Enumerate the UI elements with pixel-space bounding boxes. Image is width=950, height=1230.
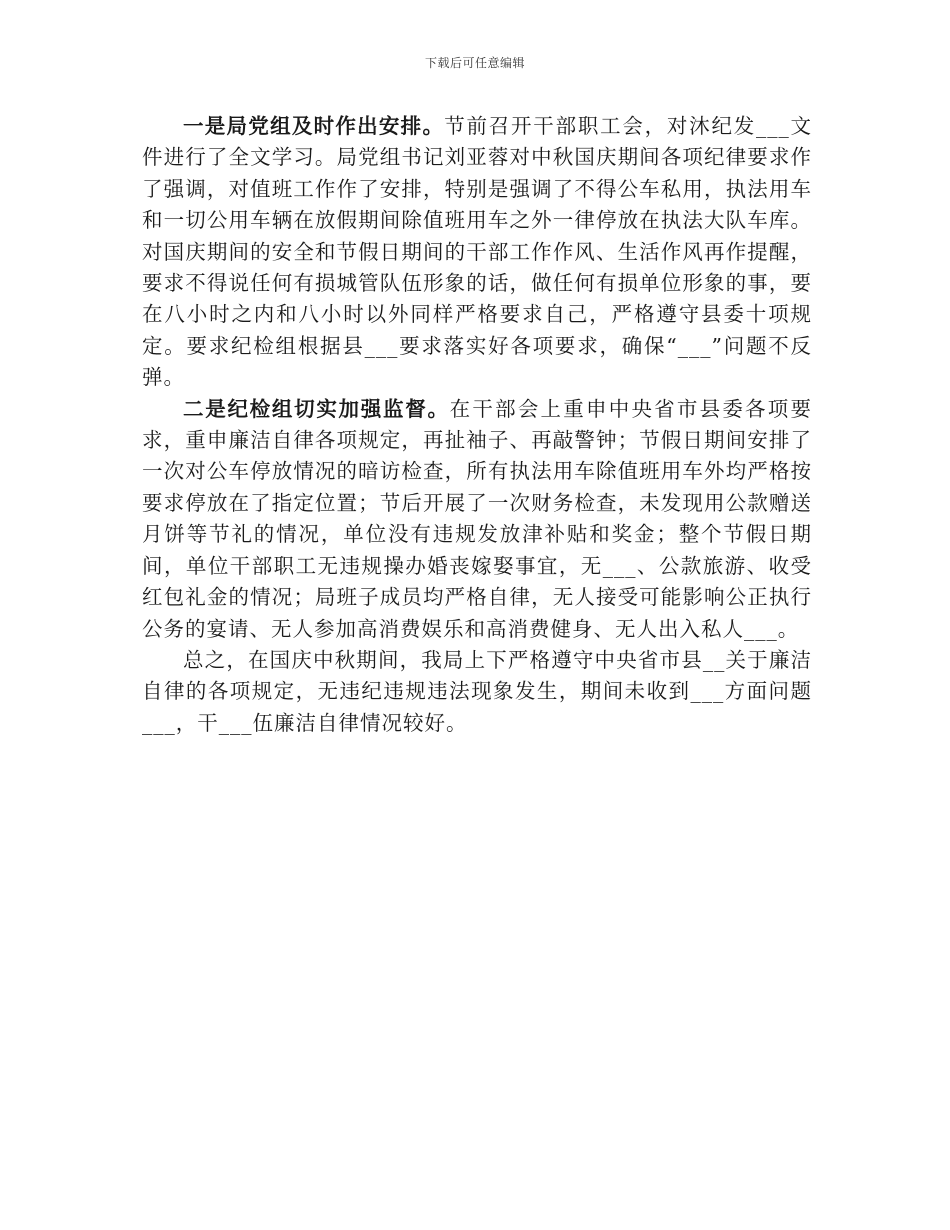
paragraph-2-body: 在干部会上重申中央省市县委各项要求，重申廉洁自律各项规定，再扯袖子、再敲警钟；节假日期间安排了一次对公车停放情况的暗访检查，所有执法用车除值班用车外均严格按要求停放在了指定位置；节后开展了一次财务检查，未发现用公款赠送月饼等节礼的情况，单位没有违规发放津补贴和奖金；整个节假日期间，单位干部职工无违规操办婚丧嫁娶事宜，无___、公款旅游、收受红包礼金的情况；局班子成员均严格自律，无人接受可能影响公正执行公务的宴请、无人参加高消费娱乐和高消费健身、无人出入私人___。 bbox=[142, 396, 813, 641]
paragraph-3 bbox=[142, 645, 812, 739]
paragraph-1-body: 节前召开干部职工会，对沐纪发___文件进行了全文学习。局党组书记刘亚蓉对中秋国庆期间各项纪律要求作了强调，对值班工作作了安排，特别是强调了不得公车私用，执法用车和一切公用车辆在放假期间除值班用车之外一律停放在执法大队车库。对国庆期间的安全和节假日期间的干部工作作风、生活作风再作提醒，要求不得说任何有损城管队伍形象的话，做任何有损单位形象的事，要在八小时之内和八小时以外同样严格要求自己，严格遵守县委十项规定。要求纪检组根据县___要求落实好各项要求，确保“___”问题不反弹。 bbox=[142, 114, 813, 390]
paragraph-2-lead: 二是纪检组切实加强监督。 bbox=[183, 396, 450, 421]
paragraph-3-body: 总之，在国庆中秋期间，我局上下严格遵守中央省市县__关于廉洁自律的各项规定，无违纪违规违法现象发生，期间未收到___方面问题___，干___伍廉洁自律情况较好。 bbox=[142, 647, 812, 735]
paragraph-2 bbox=[142, 394, 812, 645]
header-note: 下载后可任意编辑 bbox=[424, 56, 525, 70]
document-body bbox=[142, 111, 812, 739]
paragraph-1-lead: 一是局党组及时作出安排。 bbox=[183, 114, 445, 138]
paragraph-1 bbox=[142, 111, 812, 394]
